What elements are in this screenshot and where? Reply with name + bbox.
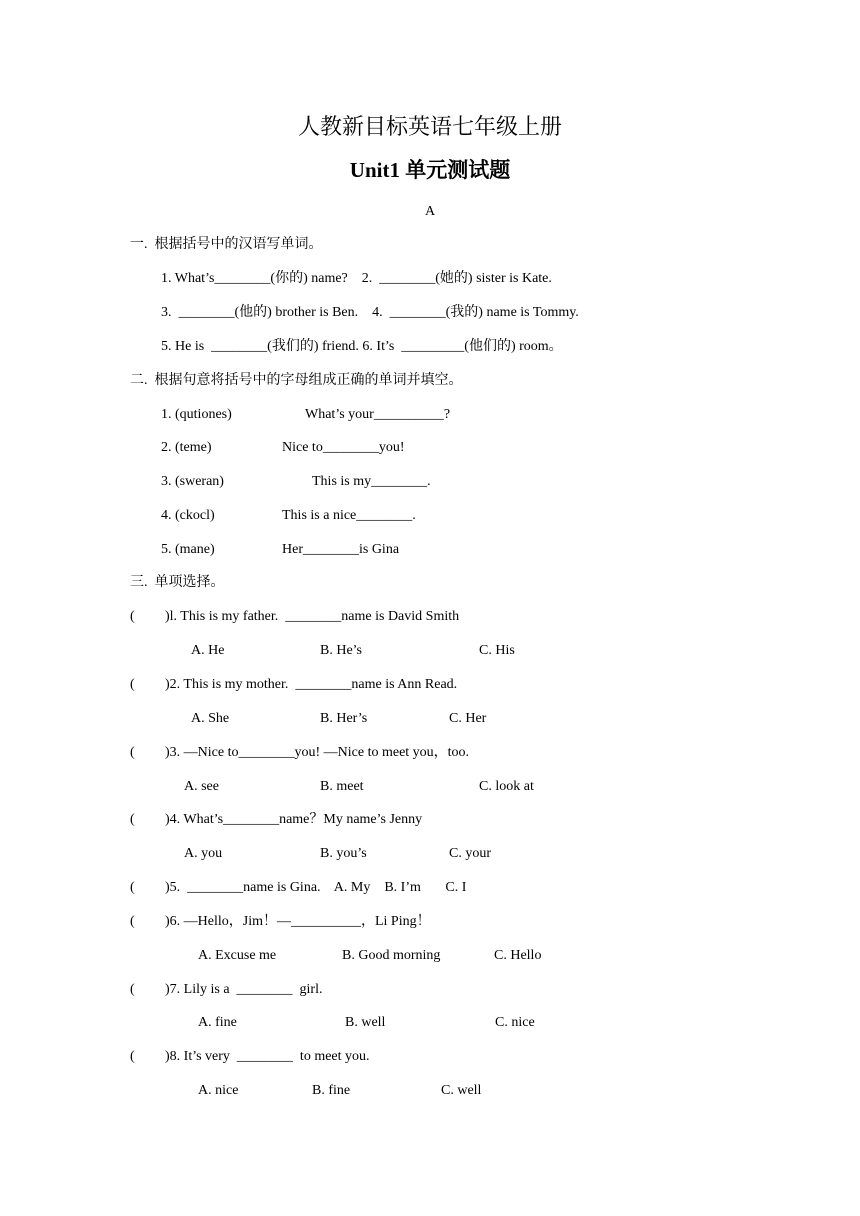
section2-item-sentence: This is my________. bbox=[312, 474, 431, 489]
option-a: A. He bbox=[191, 643, 225, 658]
section1-line-2: 3. ________(他的) brother is Ben. 4. ________(我的) name is Tommy. bbox=[161, 305, 579, 320]
option-c: C. well bbox=[441, 1083, 482, 1098]
option-a: A. fine bbox=[198, 1015, 237, 1030]
question-stem: )l. This is my father. ________name is David Smith bbox=[165, 609, 460, 624]
option-b: B. He’s bbox=[320, 643, 362, 658]
question-stem: )4. What’s________name？My name’s Jenny bbox=[165, 812, 423, 827]
section2-item-sentence: Nice to________you! bbox=[282, 440, 405, 455]
section-letter: A bbox=[424, 204, 436, 219]
option-b: B. Good morning bbox=[342, 948, 441, 963]
option-c: C. Hello bbox=[494, 948, 542, 963]
answer-paren: ( bbox=[130, 982, 135, 997]
question-stem: )8. It’s very ________ to meet you. bbox=[165, 1049, 370, 1064]
question-stem: )7. Lily is a ________ girl. bbox=[165, 982, 323, 997]
section2-item-sentence: What’s your__________? bbox=[305, 407, 451, 422]
option-a: A. She bbox=[191, 711, 230, 726]
question-stem: )5. ________name is Gina. A. My B. I’m C. I bbox=[165, 880, 467, 895]
question-stem: )3. —Nice to________you! —Nice to meet you，too. bbox=[165, 745, 470, 760]
section1-line-1: 1. What’s________(你的) name? 2. ________(她的) sister is Kate. bbox=[161, 271, 552, 286]
option-a: A. you bbox=[184, 846, 223, 861]
option-c: C. your bbox=[449, 846, 491, 861]
page-title: 人教新目标英语七年级上册 bbox=[297, 114, 562, 139]
answer-paren: ( bbox=[130, 609, 135, 624]
section2-item-word: 5. (mane) bbox=[161, 542, 215, 557]
answer-paren: ( bbox=[130, 1049, 135, 1064]
option-a: A. Excuse me bbox=[198, 948, 277, 963]
option-c: C. look at bbox=[479, 779, 534, 794]
section3-heading: 三. 单项选择。 bbox=[130, 575, 225, 590]
option-c: C. nice bbox=[495, 1015, 535, 1030]
section2-item-word: 4. (ckocl) bbox=[161, 508, 215, 523]
section1-line-3: 5. He is ________(我们的) friend. 6. It’s _________(他们的) room。 bbox=[161, 339, 563, 354]
section1-heading: 一. 根据括号中的汉语写单词。 bbox=[130, 237, 323, 252]
option-a: A. nice bbox=[198, 1083, 239, 1098]
section2-item-sentence: Her________is Gina bbox=[282, 542, 400, 557]
question-stem: )6. —Hello，Jim！—__________，Li Ping！ bbox=[165, 914, 431, 929]
section2-item-word: 3. (sweran) bbox=[161, 474, 224, 489]
option-b: B. meet bbox=[320, 779, 364, 794]
section2-item-word: 1. (qutiones) bbox=[161, 407, 232, 422]
answer-paren: ( bbox=[130, 812, 135, 827]
option-a: A. see bbox=[184, 779, 219, 794]
option-c: C. Her bbox=[449, 711, 487, 726]
answer-paren: ( bbox=[130, 914, 135, 929]
page-subtitle: Unit1 单元测试题 bbox=[349, 158, 511, 182]
answer-paren: ( bbox=[130, 677, 135, 692]
section2-heading: 二. 根据句意将括号中的字母组成正确的单词并填空。 bbox=[130, 373, 463, 388]
option-b: B. well bbox=[345, 1015, 386, 1030]
option-c: C. His bbox=[479, 643, 515, 658]
answer-paren: ( bbox=[130, 745, 135, 760]
option-b: B. Her’s bbox=[320, 711, 368, 726]
option-b: B. you’s bbox=[320, 846, 367, 861]
section2-item-word: 2. (teme) bbox=[161, 440, 212, 455]
question-stem: )2. This is my mother. ________name is Ann Read. bbox=[165, 677, 458, 692]
option-b: B. fine bbox=[312, 1083, 351, 1098]
section2-item-sentence: This is a nice________. bbox=[282, 508, 416, 523]
answer-paren: ( bbox=[130, 880, 135, 895]
